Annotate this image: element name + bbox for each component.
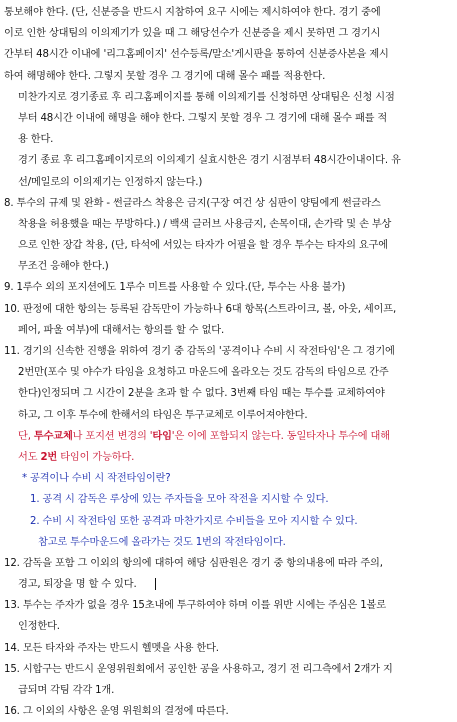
red-note-text: '은 이에 포함되지 않는다. 동일타자나 투수에 대해 (171, 430, 390, 442)
intro-line-7: 용 한다. (18, 134, 54, 146)
red-note-text: 타임이 가능하다. (57, 451, 135, 463)
intro-line-9: 선/메일로의 이의제기는 인정하지 않는다.) (18, 176, 203, 188)
red-note-emphasis: 타임 (152, 430, 172, 442)
item-8-line-2: 착용을 허용했을 때는 무방하다.) / 백색 글러브 사용금지, 손목이대, 손가락 및 손 부상 (18, 218, 392, 230)
item-11-line-3: 한다)인정되며 그 시간이 2분을 초과 할 수 없다. 3번째 타임 때는 투수를 교체하여야 (18, 388, 385, 400)
item-8-line-1: 8. 투수의 규제 및 완화 - 썬글라스 착용은 금지(구장 여건 상 심판이 양팀에게 썬글라스 (4, 197, 381, 209)
item-9: 9. 1루수 외의 포지션에도 1루수 미트를 사용할 수 있다.(단, 투수는 사용 불가) (4, 282, 346, 294)
red-note-text: 나 포지션 변경의 ' (72, 430, 153, 442)
item-16: 16. 그 이외의 사항은 운영 위원회의 결정에 따른다. (4, 706, 229, 718)
red-note-emphasis: 투수교체 (33, 430, 73, 442)
red-note-emphasis: 2번 (40, 451, 58, 463)
blue-note-point-2: 2. 수비 시 작전타임 또한 공격과 마찬가지로 수비들을 모아 지시할 수 있다. (30, 515, 358, 527)
item-8-line-3: 으로 인한 장갑 착용, (단, 타석에 서있는 타자가 어필을 할 경우 투수는 타자의 요구에 (18, 240, 388, 252)
item-13-line-1: 13. 투수는 주자가 없을 경우 15초내에 투구하여야 하며 이를 위반 시에는 주심은 1볼로 (4, 600, 386, 612)
text-cursor (155, 578, 157, 590)
red-note-text: 단, (18, 430, 34, 442)
blue-note-point-3: 참고로 투수마운드에 올라가는 것도 1번의 작전타임이다. (38, 536, 286, 548)
intro-line-1: 통보해야 한다. (단, 신분증을 반드시 지참하여 요구 시에는 제시하여야 한다. 경기 중에 (4, 7, 381, 18)
item-15-line-1: 15. 시합구는 반드시 운영위원회에서 공인한 공을 사용하고, 경기 전 리그측에서 2개가 지 (4, 663, 393, 675)
item-11-line-4: 하고, 그 이후 투수에 한해서의 타임은 투구교체로 이루어져야한다. (18, 409, 308, 421)
blue-note-heading: * 공격이나 수비 시 작전타임이란? (22, 473, 171, 485)
intro-line-5: 미찬가지로 경기종료 후 리그홈페이지를 통해 이의제기를 신청하면 상대팀은 신청 시점 (18, 91, 395, 103)
item-13-line-2: 인정한다. (18, 621, 60, 633)
item-12-line-2 (4, 574, 451, 595)
red-note-line-1 (4, 426, 451, 447)
blue-note-point-1: 1. 공격 시 감독은 루상에 있는 주자들을 모아 작전을 지시할 수 있다. (30, 494, 329, 506)
intro-line-3: 간부터 48시간 이내에 '리그홈페이지' 선수등록/말소'게시판을 통하여 신분증사본을 제시 (4, 49, 389, 61)
item-11-line-1: 11. 경기의 신속한 진행을 위하여 경기 중 감독의 '공격이나 수비 시 작전타임'은 그 경기에 (4, 346, 395, 357)
intro-line-2: 이로 인한 상대팀의 이의제기가 있을 때 그 해당선수가 신분증을 제시 못하면 그 경기시 (4, 28, 381, 40)
item-15-line-2: 급되며 각팀 각각 1개. (18, 685, 115, 696)
item-12-text: 경고, 퇴장을 명 할 수 있다. (18, 579, 137, 591)
item-10-line-2: 페어, 파울 여부)에 대해서는 항의를 할 수 없다. (18, 324, 225, 336)
intro-line-8: 경기 종료 후 리그홈페이지로의 이의제기 실효시한은 경기 시점부터 48시간이내이다. 유 (18, 155, 401, 167)
intro-line-4: 하여 해명해야 한다. 그렇지 못할 경우 그 경기에 대해 몰수 패를 적용한다. (4, 70, 326, 82)
red-note-text: 서도 (18, 451, 41, 463)
red-note-line-2 (4, 447, 451, 468)
item-12-line-1: 12. 감독을 포함 그 이외의 항의에 대하여 해당 심판원은 경기 중 항의내용에 따라 주의, (4, 557, 383, 569)
item-8-line-4: 무조건 응해야 한다.) (18, 261, 109, 273)
intro-line-6: 부터 48시간 이내에 해명을 해야 한다. 그렇지 못할 경우 그 경기에 대해 몰수 패를 적 (18, 112, 388, 124)
item-10-line-1: 10. 판정에 대한 항의는 등록된 감독만이 가능하나 6대 항목(스트라이크, 볼, 아웃, 세이프, (4, 303, 397, 315)
item-14: 14. 모든 타자와 주자는 반드시 헬멧을 사용 한다. (4, 642, 219, 654)
item-11-line-2: 2번만(포수 및 야수가 타임을 요청하고 마운드에 올라오는 것도 감독의 타임으로 간주 (18, 367, 389, 379)
